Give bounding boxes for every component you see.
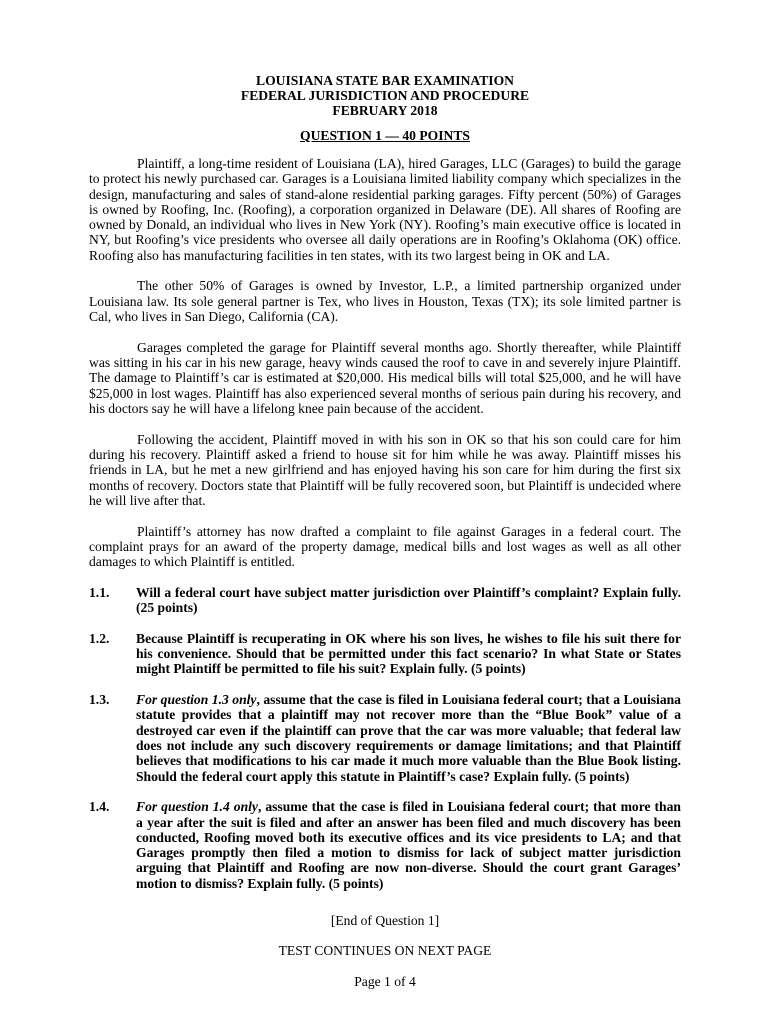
header-line-2: FEDERAL JURISDICTION AND PROCEDURE <box>240 88 530 104</box>
sub-question-1-1 <box>89 585 681 616</box>
sub-question-lead: For question 1.4 only <box>136 799 258 815</box>
sub-question-number: 1.3. <box>89 692 110 708</box>
header-line-1: LOUISIANA STATE BAR EXAMINATION <box>256 73 514 88</box>
question-body <box>89 156 681 906</box>
sub-question-1-4 <box>89 799 681 891</box>
sub-question-number: 1.1. <box>89 584 110 600</box>
fact-paragraph: Plaintiff’s attorney has now drafted a complaint to file against Garages in a federal court. The complaint prays for an award of the property damage, medical bills and lost wages as well as all other damages to which Plaintiff is entitled. <box>89 523 681 570</box>
sub-question-lead: For question 1.3 only <box>136 692 257 708</box>
end-of-question: [End of Question 1] <box>330 913 440 928</box>
header-line-3: FEBRUARY 2018 <box>332 103 438 119</box>
continues-notice: TEST CONTINUES ON NEXT PAGE <box>278 943 492 958</box>
fact-paragraph: Garages completed the garage for Plaintiff several months ago. Shortly thereafter, while Plaintiff was sitting in his car in his new garage, heavy winds caused the roof to cave in and severely injure Plaintiff. The damage to Plaintiff’s car is estimated at $20,000. His medical bills will total $25,000, and he will have $25,000 in lost wages. Plaintiff has also experienced several months of serious pain during his recovery, and his doctors say he will have a lifelong knee pain because of the accident. <box>89 339 681 416</box>
sub-question-text: , assume that the case is filed in Louisiana federal court; that a Louisiana statute provides that a plaintiff may not recover more than the “Blue Book” value of a destroyed car even if the plaintiff can prove that the car was more valuable; that federal law does not include any such discovery requirements or damage limitations; and that Plaintiff believes that modifications to his car made it much more valuable than the Blue Book listing. Should the federal court apply this statute in Plaintiff’s case? Explain fully. (5 points) <box>136 692 681 784</box>
fact-paragraph: The other 50% of Garages is owned by Investor, L.P., a limited partnership organized under Louisiana law. Its sole general partner is Tex, who lives in Houston, Texas (TX); its sole limited partner is Cal, who lives in San Diego, California (CA). <box>89 278 681 325</box>
sub-question-1-2 <box>89 631 681 677</box>
fact-paragraph: Plaintiff, a long-time resident of Louisiana (LA), hired Garages, LLC (Garages) to build the garage to protect his newly purchased car. Garages is a Louisiana limited liability company which specializes in the design, manufacturing and sales of stand-alone residential parking garages. Fifty percent (50%) of Garages is owned by Roofing, Inc. (Roofing), a corporation organized in Delaware (DE). All shares of Roofing are owned by Donald, an individual who lives in New York (NY). Roofing’s main executive office is located in NY, but Roofing’s vice presidents who oversee all daily operations are in Roofing’s Oklahoma (OK) office. Roofing also has manufacturing facilities in ten states, with its two largest being in OK and LA. <box>89 156 681 263</box>
sub-question-number: 1.4. <box>89 799 110 815</box>
sub-question-number: 1.2. <box>89 630 110 646</box>
sub-question-text: Because Plaintiff is recuperating in OK where his son lives, he wishes to file his suit there for his convenience. Should that be permitted under this fact scenario? In what State or States might Plaintiff be permitted to file his suit? Explain fully. (5 points) <box>136 630 681 677</box>
page-number: Page 1 of 4 <box>354 974 416 989</box>
fact-paragraph: Following the accident, Plaintiff moved in with his son in OK so that his son could care for him during his recovery. Plaintiff asked a friend to house sit for him while he was away. Plaintiff misses his friends in LA, but he met a new girlfriend and has enjoyed having his son care for him during the first six months of recovery. Doctors state that Plaintiff will be fully recovered soon, but Plaintiff is undecided where he will live after that. <box>89 431 681 508</box>
sub-question-1-3 <box>89 692 681 784</box>
exam-header <box>0 73 770 119</box>
sub-question-text: Will a federal court have subject matter jurisdiction over Plaintiff’s complaint? Explain fully. (25 points) <box>136 584 681 616</box>
sub-question-text: , assume that the case is filed in Louisiana federal court; that more than a year after the suit is filed and after an answer has been filed and much discovery has been conducted, Roofing moved both its executive offices and its vice presidents to LA; and that Garages promptly then filed a motion to dismiss for lack of subject matter jurisdiction arguing that Plaintiff and Roofing are now non-diverse. Should the court grant Garages’ motion to dismiss? Explain fully. (5 points) <box>136 799 681 891</box>
question-title: QUESTION 1 — 40 POINTS <box>300 128 470 143</box>
